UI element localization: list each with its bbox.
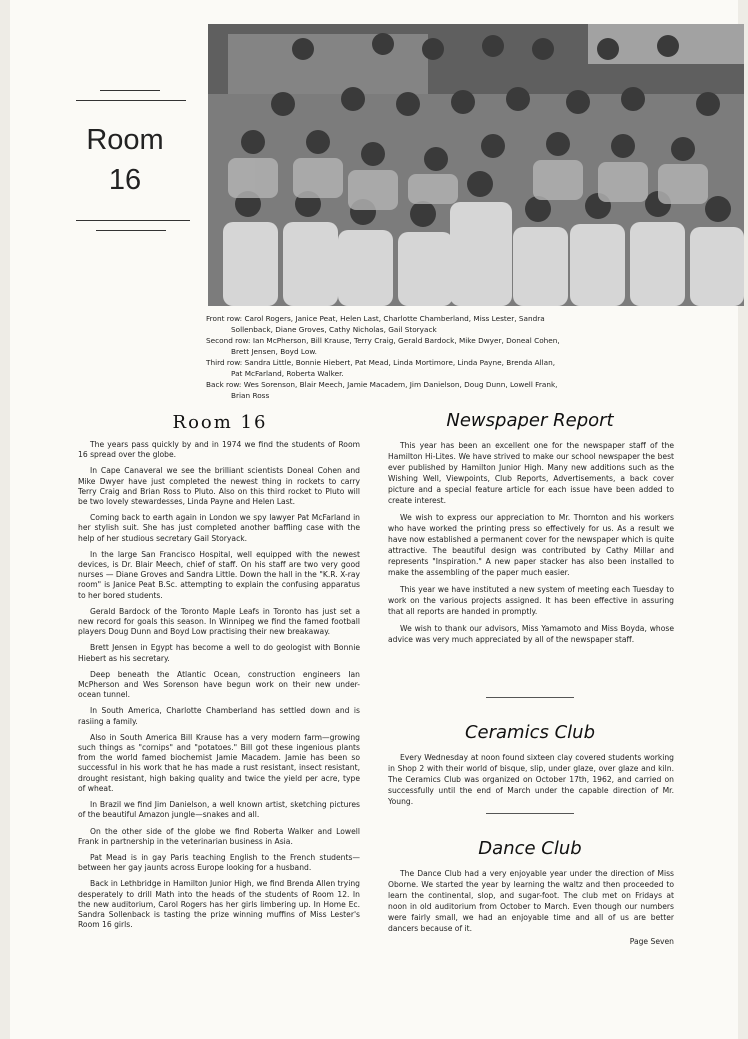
article-paragraph: This year has been an excellent one for the newspaper staff of the Hamilton Hi-Lites. We have strived to make our school newspaper the best ever published by Hamilton Junior High. Many new additions such as the Wishing Well, Viewpoints, Club Reports, Advertisements, a back cover picture and a special feature article for each issue have been added to create interest.: [388, 441, 674, 505]
article-paragraph: Coming back to earth again in London we spy lawyer Pat McFarland in her stylish suit. She has just completed another baffling case with the help of her studious secretary Gail Storyack.: [78, 513, 360, 543]
photo-caption: [206, 313, 626, 401]
article-paragraph: On the other side of the globe we find Roberta Walker and Lowell Frank in partnership in the veterinarian business in Asia.: [78, 826, 360, 846]
section-divider: [486, 813, 574, 814]
caption-row-names-cont: Sollenback, Diane Groves, Cathy Nicholas, Gail Storyack: [231, 325, 437, 334]
newspaper-body: [388, 440, 674, 651]
caption-row-label: Front row:: [206, 314, 243, 323]
article-paragraph: Back in Lethbridge in Hamilton Junior High, we find Brenda Allen trying desperately to drill Math into the heads of the students of Room 12. In the new auditorium, Carol Rogers has her girls limbering up. In Home Ec. Sandra Sollenback is tasting the prize winning muffins of Miss Lester's Room 16 girls.: [78, 879, 360, 930]
article-paragraph: Gerald Bardock of the Toronto Maple Leafs in Toronto has just set a new record for goals this season. In Winnipeg we find the famed football players Doug Dunn and Boyd Low practising their new breakaway.: [78, 606, 360, 637]
class-photo: [208, 24, 744, 306]
page-number: Page Seven: [629, 937, 674, 946]
caption-row-label: Back row:: [206, 380, 242, 389]
article-paragraph: In the large San Francisco Hospital, well equipped with the newest devices, is Dr. Blair Meech, chief of staff. On his staff are two very good nurses — Diane Groves and Sandra Little. Down the hall in the "K.R. X-ray room" is Janice Peat B.Sc. attempting to explain the confusing apparatus to her bored students.: [78, 549, 360, 600]
caption-row-names-cont: Brian Ross: [231, 391, 270, 400]
caption-row-names-cont: Pat McFarland, Roberta Walker.: [231, 369, 344, 378]
caption-row-names: Carol Rogers, Janice Peat, Helen Last, Charlotte Chamberland, Miss Lester, Sandra: [244, 314, 545, 323]
room-article-body: [78, 440, 360, 936]
ceramics-body: [388, 752, 674, 813]
article-paragraph: Brett Jensen in Egypt has become a well to do geologist with Bonnie Hiebert as his secretary.: [78, 643, 360, 663]
caption-row-label: Second row:: [206, 336, 251, 345]
room-article-title: Room 16: [172, 412, 268, 433]
article-paragraph: This year we have instituted a new system of meeting each Tuesday to work on the various projects assigned. It has been effective in assuring that all reports are handed in promptly.: [388, 585, 674, 616]
article-paragraph: The Dance Club had a very enjoyable year under the direction of Miss Oborne. We started the year by learning the waltz and then proceeded to learn the continental, slop, and sugar-foot. The club met on Fridays at noon in old auditorium from October to March. Even though our numbers were fairly small, we had an enjoyable time and all of us are better dancers because of it.: [388, 869, 674, 933]
caption-row-names-cont: Brett Jensen, Boyd Low.: [231, 347, 317, 356]
newspaper-title: Newspaper Report: [446, 410, 614, 431]
room-title-block: [60, 120, 190, 200]
article-paragraph: We wish to express our appreciation to Mr. Thornton and his workers who have worked the printing press so effectively for us. As a result we have now established a permanent cover for the newspaper which is quite attractive. The beautiful design was contributed by Cathy Millar and represents "Inspiration." A new paper stacker has also been installed to make the assembling of the paper much easier.: [388, 513, 674, 577]
caption-row: [206, 357, 626, 379]
title-rule-bottom-short: [96, 230, 166, 231]
caption-row: [206, 313, 626, 335]
page-left-edge: [0, 0, 10, 1039]
caption-row: [206, 379, 626, 401]
caption-row: [206, 335, 626, 357]
title-rule-top-short: [100, 90, 160, 91]
article-paragraph: Pat Mead is in gay Paris teaching English to the French students—between her gay jaunts across Europe looking for a husband.: [78, 852, 360, 873]
article-paragraph: In South America, Charlotte Chamberland has settled down and is rasiing a family.: [78, 706, 360, 726]
article-paragraph: We wish to thank our advisors, Miss Yamamoto and Miss Boyda, whose advice was very much appreciated by all of the newspaper staff.: [388, 624, 674, 644]
article-paragraph: Also in South America Bill Krause has a very modern farm—growing such things as "cornips" and "potatoes." Bill got these ingenious plants from the world famed biochemist Jamie Macadem. Jamie has been so successful in his work that he has made a rust resistant, insect resistant, drought resistant, high baking quality and twice the yield per acre, type of wheat.: [78, 732, 360, 793]
room-label: Room: [86, 124, 164, 156]
dance-title: Dance Club: [478, 838, 582, 859]
room-number: 16: [108, 164, 142, 196]
class-photo-illustration: [208, 24, 744, 306]
title-rule-top-long: [76, 100, 186, 101]
caption-row-label: Third row:: [206, 358, 243, 367]
section-divider: [486, 697, 574, 698]
caption-row-names: Ian McPherson, Bill Krause, Terry Craig, Gerald Bardock, Mike Dwyer, Doneal Cohen,: [252, 336, 560, 345]
title-rule-bottom-long: [76, 220, 190, 221]
article-paragraph: Deep beneath the Atlantic Ocean, construction engineers Ian McPherson and Wes Sorenson have begun work on their new under-ocean tunnel.: [78, 669, 360, 700]
article-paragraph: The years pass quickly by and in 1974 we find the students of Room 16 spread over the globe.: [78, 440, 360, 460]
ceramics-title: Ceramics Club: [464, 722, 595, 743]
article-paragraph: In Cape Canaveral we see the brilliant scientists Doneal Cohen and Mike Dwyer have just completed the newest thing in rockets to carry Terry Craig and Brian Ross to Pluto. Also on this third rocket to Pluto will be two lovely stewardesses, Linda Payne and Helen Last.: [78, 466, 360, 507]
article-paragraph: Every Wednesday at noon found sixteen clay covered students working in Shop 2 with their world of bisque, slip, under glaze, over glaze and kiln. The Ceramics Club was organized on October 17th, 1962, and carried on successfully until the end of March under the capable direction of Mr. Young.: [388, 753, 674, 806]
caption-row-names: Wes Sorenson, Blair Meech, Jamie Macadem, Jim Danielson, Doug Dunn, Lowell Frank,: [243, 380, 558, 389]
dance-body: [388, 868, 674, 940]
article-paragraph: In Brazil we find Jim Danielson, a well known artist, sketching pictures of the beautiful Amazon jungle—snakes and all.: [78, 800, 360, 820]
caption-row-names: Sandra Little, Bonnie Hiebert, Pat Mead, Linda Mortimore, Linda Payne, Brenda Allan,: [244, 358, 556, 367]
